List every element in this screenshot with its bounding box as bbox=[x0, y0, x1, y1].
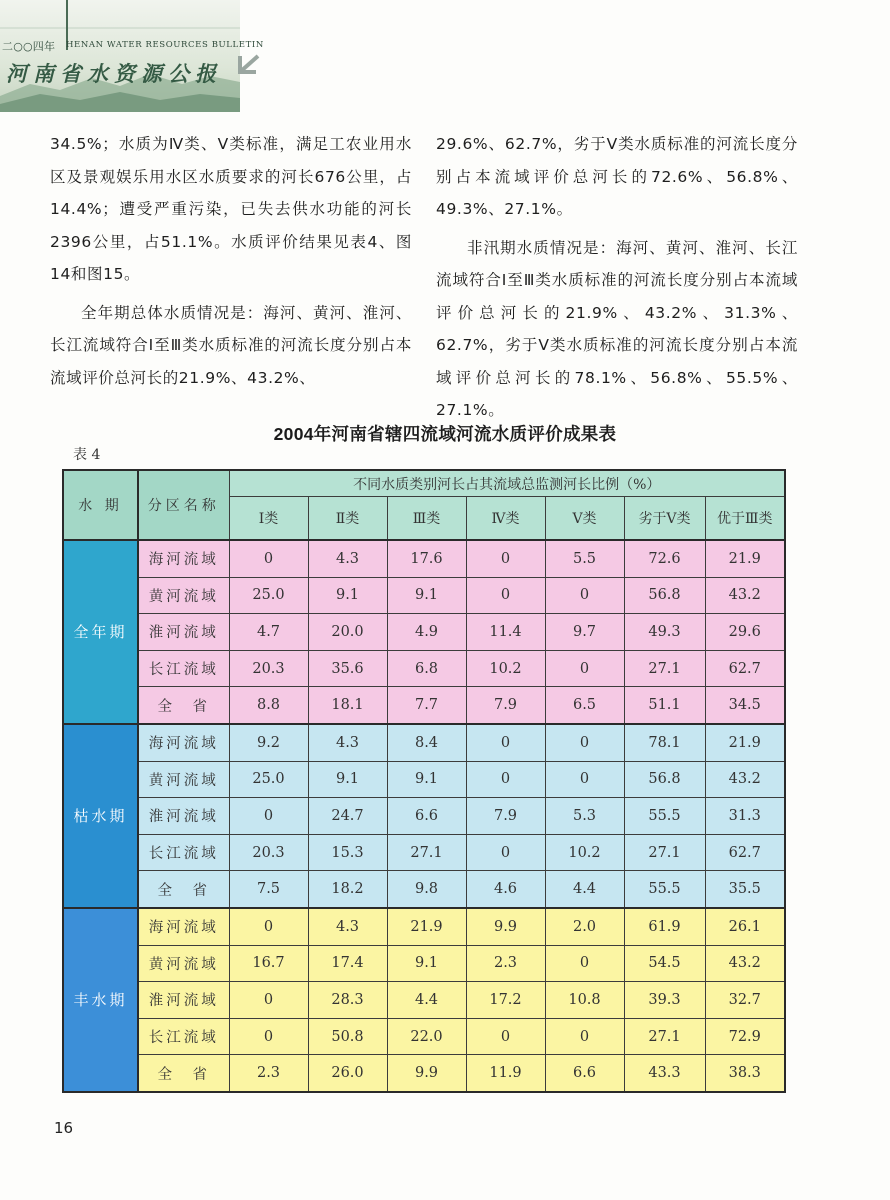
value-cell: 28.3 bbox=[308, 982, 387, 1019]
value-cell: 0 bbox=[466, 724, 545, 761]
value-cell: 0 bbox=[545, 945, 624, 982]
page-number: 16 bbox=[54, 1119, 74, 1137]
column-header: Ⅳ类 bbox=[466, 497, 545, 541]
value-cell: 54.5 bbox=[624, 945, 705, 982]
value-cell: 9.1 bbox=[387, 945, 466, 982]
value-cell: 4.3 bbox=[308, 908, 387, 945]
value-cell: 27.1 bbox=[624, 834, 705, 871]
value-cell: 0 bbox=[545, 577, 624, 614]
value-cell: 6.6 bbox=[387, 798, 466, 835]
value-cell: 2.3 bbox=[466, 945, 545, 982]
table-row bbox=[63, 834, 785, 871]
value-cell: 7.7 bbox=[387, 687, 466, 724]
region-cell: 长江流域 bbox=[138, 650, 229, 687]
value-cell: 9.1 bbox=[387, 577, 466, 614]
region-cell: 全 省 bbox=[138, 687, 229, 724]
value-cell: 10.8 bbox=[545, 982, 624, 1019]
column-header: Ⅴ类 bbox=[545, 497, 624, 541]
column-header: 劣于Ⅴ类 bbox=[624, 497, 705, 541]
value-cell: 35.5 bbox=[705, 871, 785, 908]
region-cell: 海河流域 bbox=[138, 908, 229, 945]
value-cell: 43.2 bbox=[705, 945, 785, 982]
value-cell: 49.3 bbox=[624, 614, 705, 651]
value-cell: 4.3 bbox=[308, 540, 387, 577]
header-banner bbox=[0, 0, 300, 112]
table-row bbox=[63, 724, 785, 761]
header-group: 不同水质类别河长占其流域总监测河长比例（%） bbox=[229, 470, 785, 497]
value-cell: 0 bbox=[229, 1018, 308, 1055]
region-cell: 全 省 bbox=[138, 1055, 229, 1092]
value-cell: 0 bbox=[466, 577, 545, 614]
value-cell: 17.4 bbox=[308, 945, 387, 982]
value-cell: 25.0 bbox=[229, 577, 308, 614]
value-cell: 0 bbox=[545, 724, 624, 761]
value-cell: 50.8 bbox=[308, 1018, 387, 1055]
paragraph: 非汛期水质情况是：海河、黄河、淮河、长江流域符合Ⅰ至Ⅲ类水质标准的河流长度分别占本流域评价总河长的21.9%、43.2%、31.3%、62.7%，劣于Ⅴ类水质标准的河流长度分别占本流域评价总河长的78.1%、56.8%、55.5%、27.1%。 bbox=[436, 238, 798, 419]
value-cell: 78.1 bbox=[624, 724, 705, 761]
table-row bbox=[63, 761, 785, 798]
value-cell: 4.6 bbox=[466, 871, 545, 908]
table-label: 表 4 bbox=[73, 447, 101, 463]
value-cell: 15.3 bbox=[308, 834, 387, 871]
value-cell: 56.8 bbox=[624, 761, 705, 798]
table-row bbox=[63, 1018, 785, 1055]
text-column-left bbox=[50, 128, 412, 400]
value-cell: 43.2 bbox=[705, 577, 785, 614]
paragraph: 29.6%、62.7%，劣于Ⅴ类水质标准的河流长度分别占本流域评价总河长的72.6%、56.8%、49.3%、27.1%。 bbox=[436, 135, 798, 218]
value-cell: 9.8 bbox=[387, 871, 466, 908]
value-cell: 9.1 bbox=[387, 761, 466, 798]
value-cell: 9.2 bbox=[229, 724, 308, 761]
paragraph: 全年期总体水质情况是：海河、黄河、淮河、长江流域符合Ⅰ至Ⅲ类水质标准的河流长度分别占本流域评价总河长的21.9%、43.2%、 bbox=[50, 303, 412, 387]
value-cell: 8.4 bbox=[387, 724, 466, 761]
value-cell: 7.9 bbox=[466, 798, 545, 835]
value-cell: 22.0 bbox=[387, 1018, 466, 1055]
value-cell: 18.2 bbox=[308, 871, 387, 908]
column-header: Ⅰ类 bbox=[229, 497, 308, 541]
value-cell: 0 bbox=[466, 540, 545, 577]
value-cell: 72.9 bbox=[705, 1018, 785, 1055]
column-header: Ⅱ类 bbox=[308, 497, 387, 541]
value-cell: 31.3 bbox=[705, 798, 785, 835]
value-cell: 0 bbox=[466, 1018, 545, 1055]
value-cell: 20.3 bbox=[229, 834, 308, 871]
table-row bbox=[63, 798, 785, 835]
table-row bbox=[63, 982, 785, 1019]
value-cell: 9.1 bbox=[308, 761, 387, 798]
column-header: Ⅲ类 bbox=[387, 497, 466, 541]
table-row bbox=[63, 1055, 785, 1092]
bulletin-year: 二○○四年 bbox=[2, 40, 56, 53]
bulletin-chinese-title: 河南省水资源公报 bbox=[6, 61, 222, 86]
value-cell: 18.1 bbox=[308, 687, 387, 724]
column-header: 优于Ⅲ类 bbox=[705, 497, 785, 541]
value-cell: 29.6 bbox=[705, 614, 785, 651]
value-cell: 6.8 bbox=[387, 650, 466, 687]
region-cell: 黄河流域 bbox=[138, 945, 229, 982]
value-cell: 9.7 bbox=[545, 614, 624, 651]
value-cell: 35.6 bbox=[308, 650, 387, 687]
value-cell: 0 bbox=[545, 1018, 624, 1055]
value-cell: 26.1 bbox=[705, 908, 785, 945]
value-cell: 0 bbox=[466, 761, 545, 798]
table-row bbox=[63, 614, 785, 651]
value-cell: 17.2 bbox=[466, 982, 545, 1019]
value-cell: 43.2 bbox=[705, 761, 785, 798]
value-cell: 26.0 bbox=[308, 1055, 387, 1092]
value-cell: 6.5 bbox=[545, 687, 624, 724]
arrow-down-left-icon bbox=[234, 52, 264, 78]
table-row bbox=[63, 650, 785, 687]
region-cell: 淮河流域 bbox=[138, 798, 229, 835]
value-cell: 32.7 bbox=[705, 982, 785, 1019]
value-cell: 20.0 bbox=[308, 614, 387, 651]
value-cell: 2.3 bbox=[229, 1055, 308, 1092]
value-cell: 17.6 bbox=[387, 540, 466, 577]
region-cell: 淮河流域 bbox=[138, 982, 229, 1019]
table-title: 2004年河南省辖四流域河流水质评价成果表 bbox=[273, 424, 617, 444]
value-cell: 4.3 bbox=[308, 724, 387, 761]
region-cell: 长江流域 bbox=[138, 834, 229, 871]
region-cell: 全 省 bbox=[138, 871, 229, 908]
period-cell: 枯水期 bbox=[63, 724, 138, 908]
value-cell: 25.0 bbox=[229, 761, 308, 798]
value-cell: 16.7 bbox=[229, 945, 308, 982]
region-cell: 海河流域 bbox=[138, 540, 229, 577]
value-cell: 61.9 bbox=[624, 908, 705, 945]
region-cell: 黄河流域 bbox=[138, 577, 229, 614]
value-cell: 11.9 bbox=[466, 1055, 545, 1092]
value-cell: 0 bbox=[229, 540, 308, 577]
value-cell: 0 bbox=[545, 650, 624, 687]
table-row bbox=[63, 908, 785, 945]
value-cell: 24.7 bbox=[308, 798, 387, 835]
value-cell: 5.3 bbox=[545, 798, 624, 835]
value-cell: 9.9 bbox=[466, 908, 545, 945]
table-row bbox=[63, 871, 785, 908]
header-region: 分区名称 bbox=[138, 470, 229, 540]
table-row bbox=[63, 540, 785, 577]
value-cell: 62.7 bbox=[705, 650, 785, 687]
value-cell: 6.6 bbox=[545, 1055, 624, 1092]
value-cell: 4.4 bbox=[545, 871, 624, 908]
value-cell: 0 bbox=[229, 798, 308, 835]
water-quality-table bbox=[62, 469, 786, 1093]
value-cell: 56.8 bbox=[624, 577, 705, 614]
period-cell: 全年期 bbox=[63, 540, 138, 724]
value-cell: 21.9 bbox=[387, 908, 466, 945]
value-cell: 10.2 bbox=[545, 834, 624, 871]
mountain-landscape-icon bbox=[0, 0, 240, 112]
header-period: 水 期 bbox=[63, 470, 138, 540]
value-cell: 27.1 bbox=[387, 834, 466, 871]
value-cell: 5.5 bbox=[545, 540, 624, 577]
value-cell: 0 bbox=[229, 982, 308, 1019]
paragraph: 34.5%；水质为Ⅳ类、Ⅴ类标准，满足工农业用水区及景观娱乐用水区水质要求的河长676公里，占14.4%；遭受严重污染，已失去供水功能的河长2396公里，占51.1%。水质评价结果见表4、图14和图15。 bbox=[50, 135, 412, 283]
value-cell: 4.4 bbox=[387, 982, 466, 1019]
value-cell: 72.6 bbox=[624, 540, 705, 577]
value-cell: 62.7 bbox=[705, 834, 785, 871]
value-cell: 0 bbox=[229, 908, 308, 945]
period-cell: 丰水期 bbox=[63, 908, 138, 1092]
region-cell: 长江流域 bbox=[138, 1018, 229, 1055]
value-cell: 0 bbox=[545, 761, 624, 798]
bulletin-english-title: HENAN WATER RESOURCES BULLETIN bbox=[66, 40, 264, 50]
value-cell: 8.8 bbox=[229, 687, 308, 724]
text-column-right bbox=[436, 128, 798, 433]
value-cell: 27.1 bbox=[624, 650, 705, 687]
table-row bbox=[63, 577, 785, 614]
value-cell: 11.4 bbox=[466, 614, 545, 651]
table-row bbox=[63, 945, 785, 982]
value-cell: 34.5 bbox=[705, 687, 785, 724]
value-cell: 9.9 bbox=[387, 1055, 466, 1092]
value-cell: 38.3 bbox=[705, 1055, 785, 1092]
value-cell: 20.3 bbox=[229, 650, 308, 687]
value-cell: 0 bbox=[466, 834, 545, 871]
value-cell: 55.5 bbox=[624, 798, 705, 835]
value-cell: 7.9 bbox=[466, 687, 545, 724]
value-cell: 4.9 bbox=[387, 614, 466, 651]
value-cell: 2.0 bbox=[545, 908, 624, 945]
table-row bbox=[63, 687, 785, 724]
value-cell: 55.5 bbox=[624, 871, 705, 908]
region-cell: 淮河流域 bbox=[138, 614, 229, 651]
value-cell: 27.1 bbox=[624, 1018, 705, 1055]
value-cell: 21.9 bbox=[705, 540, 785, 577]
value-cell: 51.1 bbox=[624, 687, 705, 724]
value-cell: 43.3 bbox=[624, 1055, 705, 1092]
value-cell: 4.7 bbox=[229, 614, 308, 651]
value-cell: 7.5 bbox=[229, 871, 308, 908]
value-cell: 10.2 bbox=[466, 650, 545, 687]
value-cell: 39.3 bbox=[624, 982, 705, 1019]
region-cell: 黄河流域 bbox=[138, 761, 229, 798]
value-cell: 9.1 bbox=[308, 577, 387, 614]
region-cell: 海河流域 bbox=[138, 724, 229, 761]
value-cell: 21.9 bbox=[705, 724, 785, 761]
